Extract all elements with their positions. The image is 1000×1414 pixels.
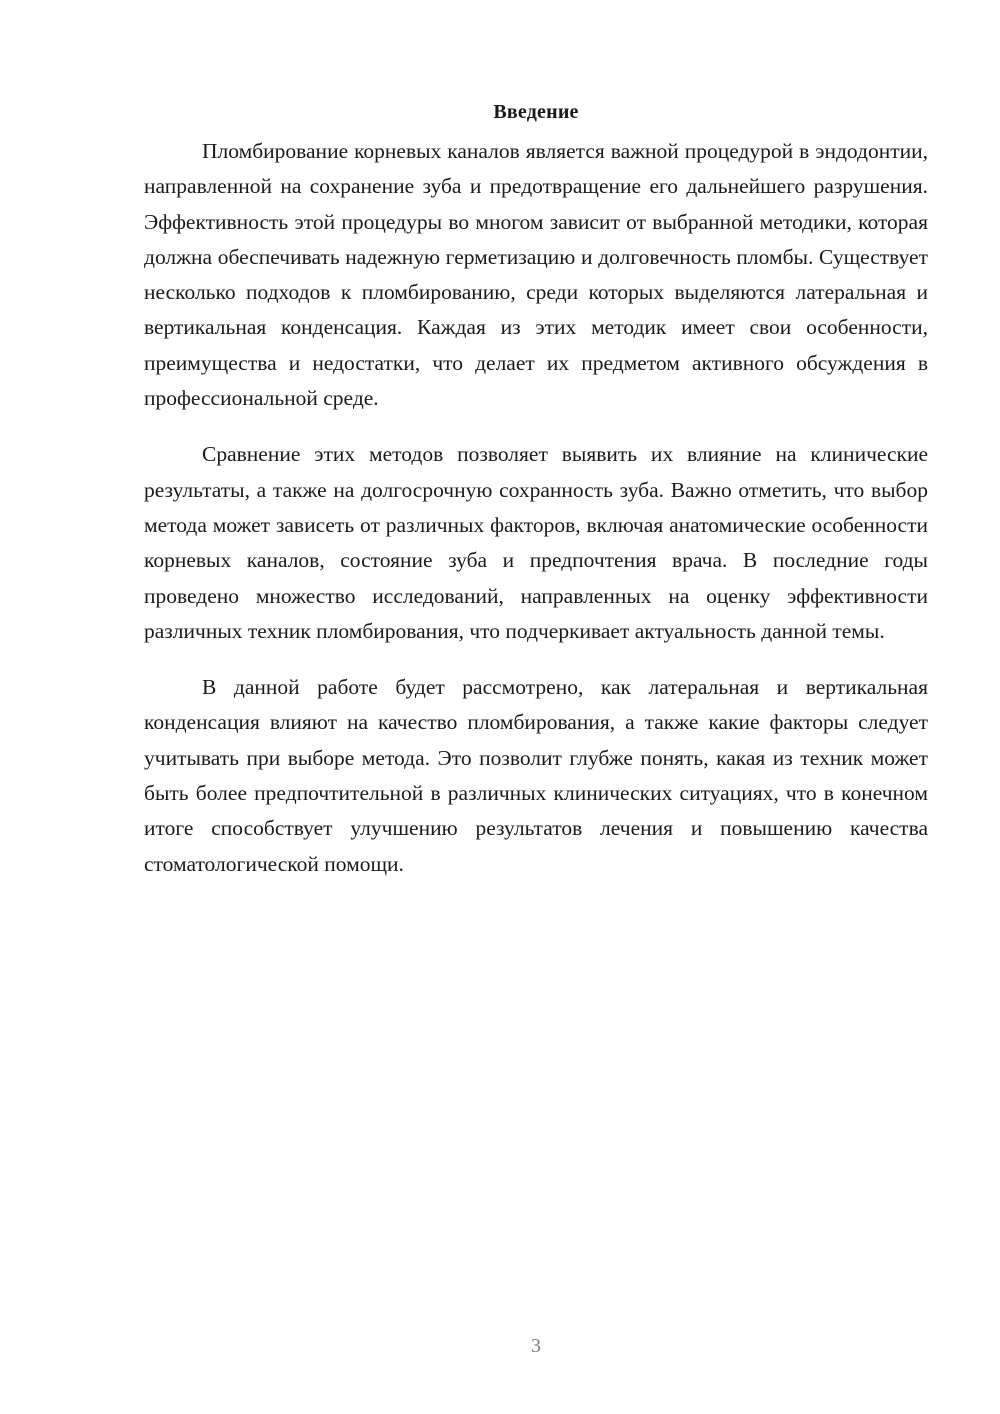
paragraph-3: В данной работе будет рассмотрено, как латеральная и вертикальная конденсация влияют на качество пломбирования, а также какие факторы следует учитывать при выборе метода. Это позволит глубже понять, какая из техник может быть более предпочтительной в различных клинических ситуациях, что в конечном итоге способствует улучшению результатов лечения и повышению качества стоматологической помощи. [144, 675, 928, 876]
page-content [144, 96, 928, 903]
paragraph-1: Пломбирование корневых каналов является важной процедурой в эндодонтии, направленной на сохранение зуба и предотвращение его дальнейшего разрушения. Эффективность этой процедуры во многом зависит от выбранной методики, которая должна обеспечивать надежную герметизацию и долговечность пломбы. Существует несколько подходов к пломбированию, среди которых выделяются латеральная и вертикальная конденсация. Каждая из этих методик имеет свои особенности, преимущества и недостатки, что делает их предметом активного обсуждения в профессиональной среде. [144, 139, 928, 411]
section-title: Введение [493, 101, 579, 123]
page-number: 3 [531, 1335, 541, 1357]
paragraph-2: Сравнение этих методов позволяет выявить их влияние на клинические результаты, а также на долгосрочную сохранность зуба. Важно отметить, что выбор метода может зависеть от различных факторов, включая анатомические особенности корневых каналов, состояние зуба и предпочтения врача. В последние годы проведено множество исследований, направленных на оценку эффективности различных техник пломбирования, что подчеркивает актуальность данной темы. [144, 442, 928, 643]
